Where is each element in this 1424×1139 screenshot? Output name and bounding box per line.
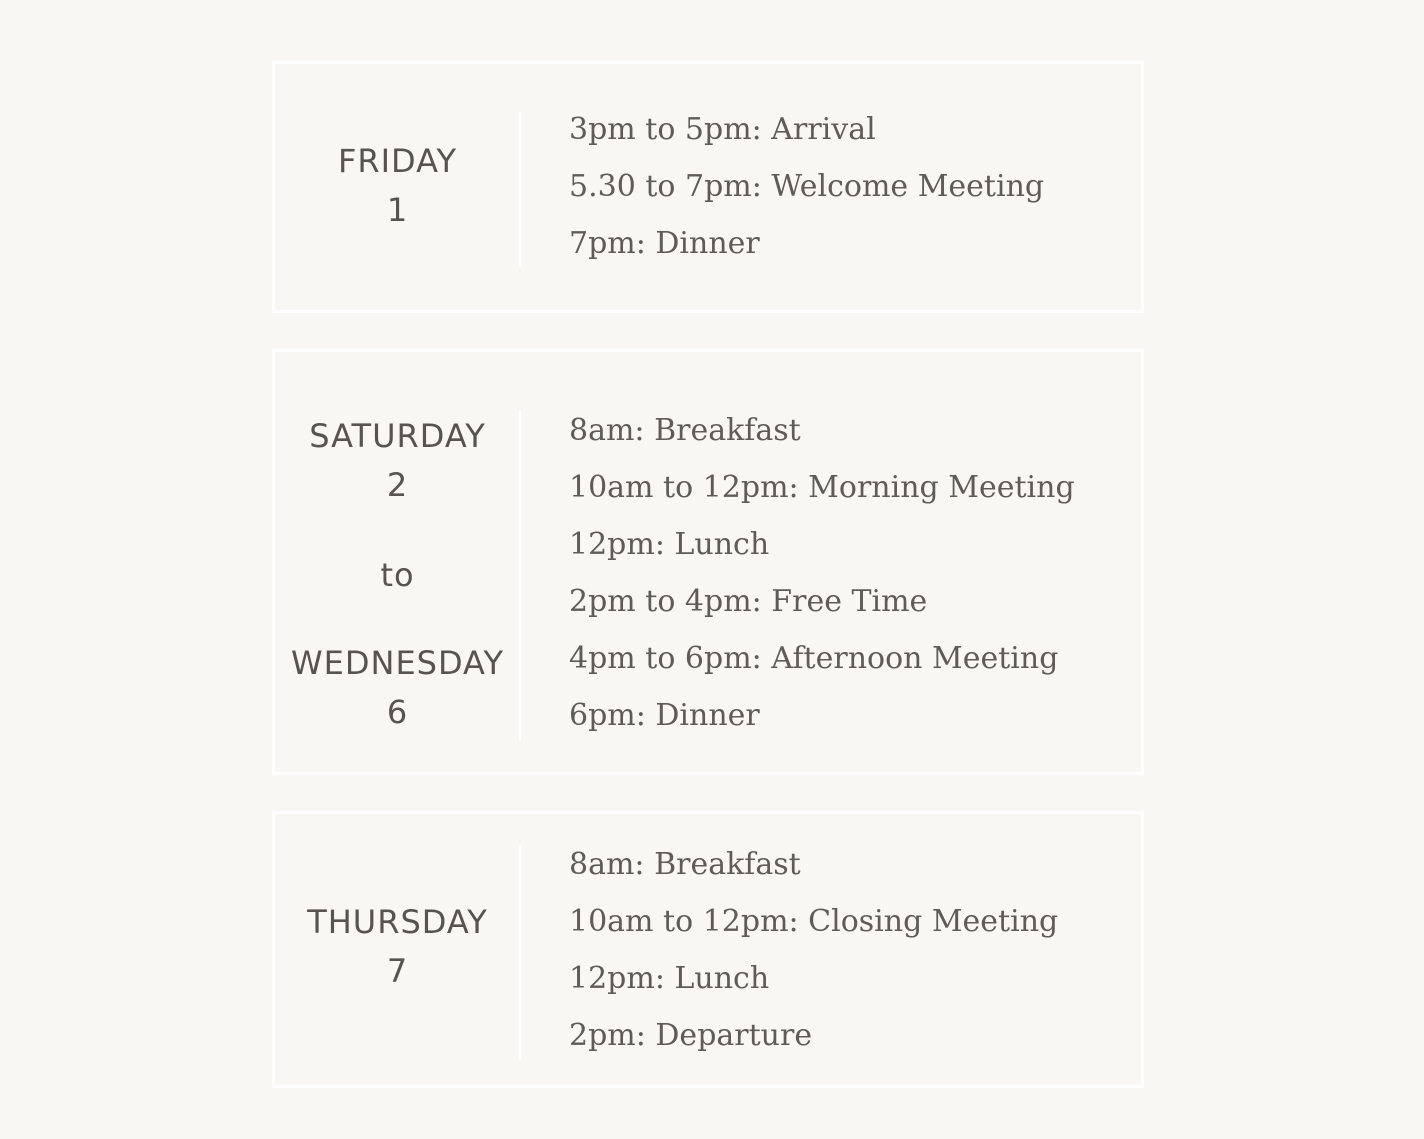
end-day-date: 6 [386, 693, 409, 731]
list-item: 8am: Breakfast [569, 847, 801, 882]
event-list [569, 101, 1044, 272]
day-name: FRIDAY [337, 142, 458, 180]
day-label [275, 137, 520, 235]
day-date: 1 [386, 191, 409, 229]
list-item: 4pm to 6pm: Afternoon Meeting [569, 641, 1059, 676]
schedule-card-thursday [272, 811, 1144, 1088]
list-item: 7pm: Dinner [569, 226, 760, 261]
list-item: 8am: Breakfast [569, 413, 801, 448]
end-day-name: WEDNESDAY [291, 644, 504, 682]
list-item: 2pm: Departure [569, 1018, 813, 1053]
event-list [569, 836, 1058, 1064]
column-divider [519, 111, 521, 266]
range-connector: to [380, 556, 415, 594]
column-divider [519, 410, 521, 740]
list-item: 5.30 to 7pm: Welcome Meeting [569, 169, 1045, 204]
list-item: 12pm: Lunch [569, 961, 770, 996]
event-list [569, 402, 1075, 744]
day-date: 2 [386, 466, 409, 504]
list-item: 12pm: Lunch [569, 527, 770, 562]
column-divider [519, 846, 521, 1059]
list-item: 10am to 12pm: Morning Meeting [569, 470, 1075, 505]
list-item: 3pm to 5pm: Arrival [569, 112, 876, 147]
list-item: 10am to 12pm: Closing Meeting [569, 904, 1059, 939]
schedule-card-friday [272, 61, 1144, 313]
day-date: 7 [386, 952, 409, 990]
day-name: SATURDAY [309, 417, 486, 455]
day-name: THURSDAY [307, 903, 488, 941]
list-item: 6pm: Dinner [569, 698, 760, 733]
day-label [275, 412, 520, 737]
day-label [275, 898, 520, 996]
list-item: 2pm to 4pm: Free Time [569, 584, 928, 619]
schedule-card-saturday-wednesday [272, 349, 1144, 775]
